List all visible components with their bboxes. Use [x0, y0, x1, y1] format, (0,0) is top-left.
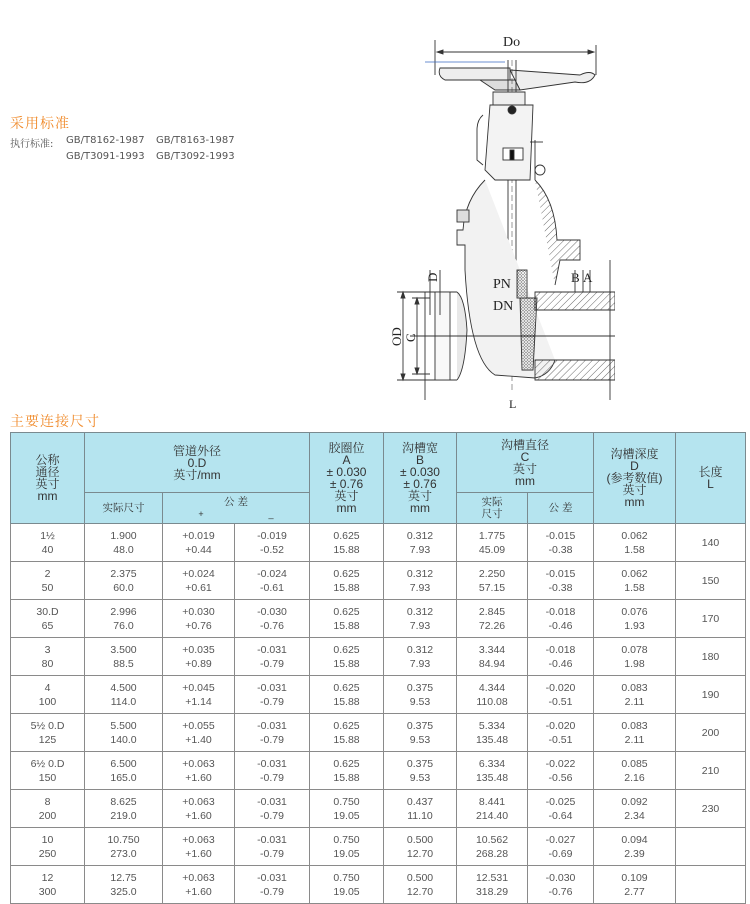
cell-od-tol-minus: -0.031 -0.79	[235, 676, 310, 714]
cell-length-l: 180	[676, 638, 746, 676]
header-length-l: 长度 L	[676, 433, 746, 524]
cell-groove-width-b: 0.312 7.93	[384, 600, 457, 638]
cell-nominal: 10 250	[11, 828, 85, 866]
cell-groove-width-b: 0.312 7.93	[384, 562, 457, 600]
cell-od-tol-plus: +0.063 +1.60	[163, 752, 235, 790]
standards-title: 采用标准	[10, 116, 70, 132]
cell-groove-depth-d: 0.078 1.98	[594, 638, 676, 676]
cell-length-l: 210	[676, 752, 746, 790]
cell-od-tol-plus: +0.055 +1.40	[163, 714, 235, 752]
cell-od-tol-minus: -0.031 -0.79	[235, 638, 310, 676]
table-row	[11, 562, 746, 600]
cell-groove-width-b: 0.500 12.70	[384, 828, 457, 866]
cell-groove-dia-c: 5.334 135.48	[457, 714, 528, 752]
cell-groove-dia-tol: -0.030 -0.76	[528, 866, 594, 904]
cell-od-tol-minus: -0.031 -0.79	[235, 828, 310, 866]
cell-od-tol-minus: -0.019 -0.52	[235, 524, 310, 562]
cell-groove-depth-d: 0.085 2.16	[594, 752, 676, 790]
label-c: C	[403, 333, 418, 342]
cell-groove-dia-c: 1.775 45.09	[457, 524, 528, 562]
cell-gasket-a: 0.625 15.88	[310, 676, 384, 714]
cell-od-actual: 8.625 219.0	[85, 790, 163, 828]
cell-groove-width-b: 0.312 7.93	[384, 524, 457, 562]
cell-length-l	[676, 866, 746, 904]
cell-nominal: 3 80	[11, 638, 85, 676]
gate-valve-diagram	[385, 30, 615, 410]
connection-title: 主要连接尺寸	[10, 414, 100, 430]
cell-od-actual: 5.500 140.0	[85, 714, 163, 752]
cell-od-actual: 1.900 48.0	[85, 524, 163, 562]
cell-groove-depth-d: 0.062 1.58	[594, 524, 676, 562]
cell-gasket-a: 0.625 15.88	[310, 600, 384, 638]
cell-groove-width-b: 0.500 12.70	[384, 866, 457, 904]
cell-groove-dia-tol: -0.025 -0.64	[528, 790, 594, 828]
cell-gasket-a: 0.625 15.88	[310, 562, 384, 600]
table-row	[11, 790, 746, 828]
cell-od-tol-minus: -0.024 -0.61	[235, 562, 310, 600]
cell-groove-dia-tol: -0.015 -0.38	[528, 562, 594, 600]
cell-od-actual: 2.375 60.0	[85, 562, 163, 600]
cell-length-l: 170	[676, 600, 746, 638]
cell-groove-dia-tol: -0.027 -0.69	[528, 828, 594, 866]
cell-od-tol-plus: +0.045 +1.14	[163, 676, 235, 714]
standard-item: GB/T3091-1993	[66, 151, 145, 162]
header-groove-diameter-c: 沟槽直径 C 英寸 mm	[457, 433, 594, 493]
header-groove-tolerance: 公 差	[528, 493, 594, 524]
header-nominal: 公称 通径 英寸 mm	[11, 433, 85, 524]
cell-groove-dia-c: 2.845 72.26	[457, 600, 528, 638]
table-row	[11, 600, 746, 638]
cell-groove-dia-c: 10.562 268.28	[457, 828, 528, 866]
table-row	[11, 752, 746, 790]
cell-gasket-a: 0.750 19.05	[310, 866, 384, 904]
cell-gasket-a: 0.625 15.88	[310, 638, 384, 676]
cell-groove-dia-tol: -0.020 -0.51	[528, 676, 594, 714]
cell-groove-width-b: 0.375 9.53	[384, 676, 457, 714]
cell-gasket-a: 0.750 19.05	[310, 790, 384, 828]
cell-od-tol-minus: -0.031 -0.79	[235, 790, 310, 828]
cell-od-tol-plus: +0.063 +1.60	[163, 790, 235, 828]
cell-gasket-a: 0.625 15.88	[310, 714, 384, 752]
cell-od-tol-minus: -0.031 -0.79	[235, 866, 310, 904]
cell-nominal: 8 200	[11, 790, 85, 828]
label-l: L	[509, 397, 517, 410]
header-pipe-tolerance: 公 差 + _	[163, 493, 310, 524]
cell-groove-dia-tol: -0.020 -0.51	[528, 714, 594, 752]
cell-nominal: 4 100	[11, 676, 85, 714]
cell-od-actual: 10.750 273.0	[85, 828, 163, 866]
label-d: D	[425, 272, 440, 282]
cell-groove-width-b: 0.375 9.53	[384, 714, 457, 752]
cell-nominal: 2 50	[11, 562, 85, 600]
cell-od-tol-plus: +0.024 +0.61	[163, 562, 235, 600]
cell-groove-width-b: 0.312 7.93	[384, 638, 457, 676]
standards-label: 执行标准:	[10, 139, 54, 150]
cell-groove-dia-c: 6.334 135.48	[457, 752, 528, 790]
standard-item: GB/T3092-1993	[156, 151, 235, 162]
cell-od-actual: 4.500 114.0	[85, 676, 163, 714]
table-row	[11, 828, 746, 866]
cell-od-tol-minus: -0.031 -0.79	[235, 752, 310, 790]
connection-dimensions-table	[10, 432, 746, 904]
cell-groove-dia-c: 4.344 110.08	[457, 676, 528, 714]
cell-nominal: 30.D 65	[11, 600, 85, 638]
cell-groove-dia-tol: -0.015 -0.38	[528, 524, 594, 562]
cell-nominal: 5½ 0.D 125	[11, 714, 85, 752]
cell-length-l: 200	[676, 714, 746, 752]
cell-groove-dia-c: 8.441 214.40	[457, 790, 528, 828]
cell-length-l: 140	[676, 524, 746, 562]
cell-od-tol-plus: +0.019 +0.44	[163, 524, 235, 562]
header-groove-actual: 实际 尺寸	[457, 493, 528, 524]
cell-od-tol-plus: +0.063 +1.60	[163, 866, 235, 904]
cell-od-tol-plus: +0.035 +0.89	[163, 638, 235, 676]
label-pn: PN	[493, 277, 511, 292]
table-row	[11, 524, 746, 562]
cell-groove-dia-c: 3.344 84.94	[457, 638, 528, 676]
standard-item: GB/T8162-1987	[66, 135, 145, 146]
cell-groove-depth-d: 0.109 2.77	[594, 866, 676, 904]
header-pipe-actual: 实际尺寸	[85, 493, 163, 524]
cell-nominal: 1½ 40	[11, 524, 85, 562]
cell-length-l: 230	[676, 790, 746, 828]
cell-gasket-a: 0.625 15.88	[310, 524, 384, 562]
cell-groove-depth-d: 0.083 2.11	[594, 714, 676, 752]
cell-groove-dia-c: 12.531 318.29	[457, 866, 528, 904]
cell-groove-dia-tol: -0.018 -0.46	[528, 600, 594, 638]
cell-gasket-a: 0.750 19.05	[310, 828, 384, 866]
cell-od-tol-minus: -0.031 -0.79	[235, 714, 310, 752]
cell-length-l: 190	[676, 676, 746, 714]
label-b: B	[571, 270, 580, 285]
header-gasket-a: 胶圈位 A ± 0.030 ± 0.76 英寸 mm	[310, 433, 384, 524]
cell-od-tol-plus: +0.030 +0.76	[163, 600, 235, 638]
header-groove-depth-d: 沟槽深度 D (参考数值) 英寸 mm	[594, 433, 676, 524]
table-row	[11, 714, 746, 752]
cell-od-actual: 3.500 88.5	[85, 638, 163, 676]
cell-groove-width-b: 0.437 11.10	[384, 790, 457, 828]
cell-groove-depth-d: 0.092 2.34	[594, 790, 676, 828]
label-od: OD	[389, 327, 404, 346]
cell-groove-dia-tol: -0.022 -0.56	[528, 752, 594, 790]
header-pipe-od: 管道外径 0.D 英寸/mm	[85, 433, 310, 493]
table-row	[11, 638, 746, 676]
standard-item: GB/T8163-1987	[156, 135, 235, 146]
cell-gasket-a: 0.625 15.88	[310, 752, 384, 790]
cell-od-actual: 6.500 165.0	[85, 752, 163, 790]
table-row	[11, 676, 746, 714]
cell-od-tol-plus: +0.063 +1.60	[163, 828, 235, 866]
table-row	[11, 866, 746, 904]
cell-groove-depth-d: 0.083 2.11	[594, 676, 676, 714]
cell-length-l	[676, 828, 746, 866]
cell-groove-dia-c: 2.250 57.15	[457, 562, 528, 600]
label-a: A	[583, 270, 593, 285]
cell-groove-depth-d: 0.062 1.58	[594, 562, 676, 600]
label-dn: DN	[493, 299, 514, 314]
header-groove-width-b: 沟槽宽 B ± 0.030 ± 0.76 英寸 mm	[384, 433, 457, 524]
cell-groove-width-b: 0.375 9.53	[384, 752, 457, 790]
cell-od-tol-minus: -0.030 -0.76	[235, 600, 310, 638]
cell-od-actual: 2.996 76.0	[85, 600, 163, 638]
cell-length-l: 150	[676, 562, 746, 600]
cell-groove-depth-d: 0.094 2.39	[594, 828, 676, 866]
cell-od-actual: 12.75 325.0	[85, 866, 163, 904]
label-do: Do	[503, 35, 521, 50]
cell-nominal: 12 300	[11, 866, 85, 904]
cell-nominal: 6½ 0.D 150	[11, 752, 85, 790]
cell-groove-depth-d: 0.076 1.93	[594, 600, 676, 638]
cell-groove-dia-tol: -0.018 -0.46	[528, 638, 594, 676]
